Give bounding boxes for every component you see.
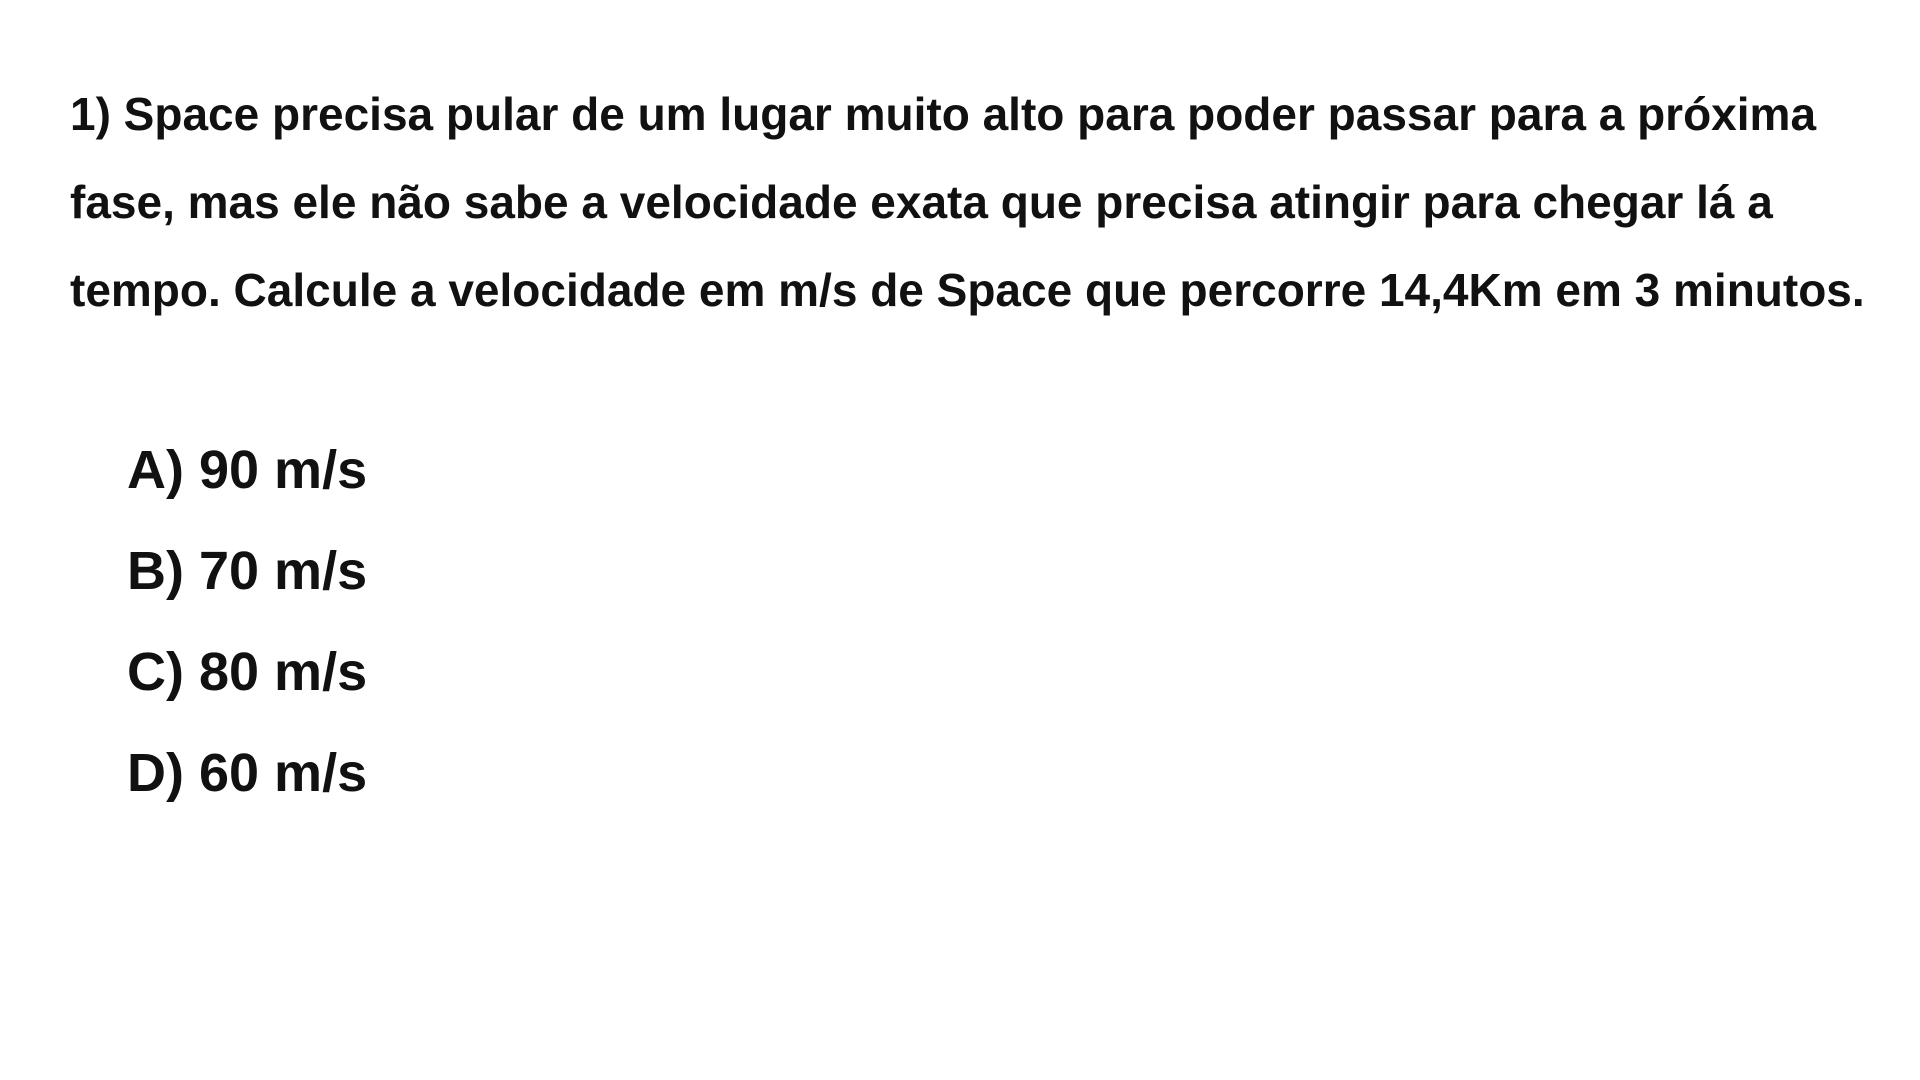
question-line: fase, mas ele não sabe a velocidade exata que precisa atingir para chegar lá a xyxy=(70,176,1773,228)
answer-options xyxy=(127,420,367,824)
question-line: 1) Space precisa pular de um lugar muito alto para poder passar para a próxima xyxy=(70,88,1817,140)
question-line: tempo. Calcule a velocidade em m/s de Space que percorre 14,4Km em 3 minutos. xyxy=(70,264,1865,316)
question-text xyxy=(70,70,1870,334)
answer-option-c[interactable]: C) 80 m/s xyxy=(127,642,368,702)
answer-option-a[interactable]: A) 90 m/s xyxy=(127,440,368,500)
answer-option-b[interactable]: B) 70 m/s xyxy=(127,541,368,601)
answer-option-d[interactable]: D) 60 m/s xyxy=(127,743,368,803)
